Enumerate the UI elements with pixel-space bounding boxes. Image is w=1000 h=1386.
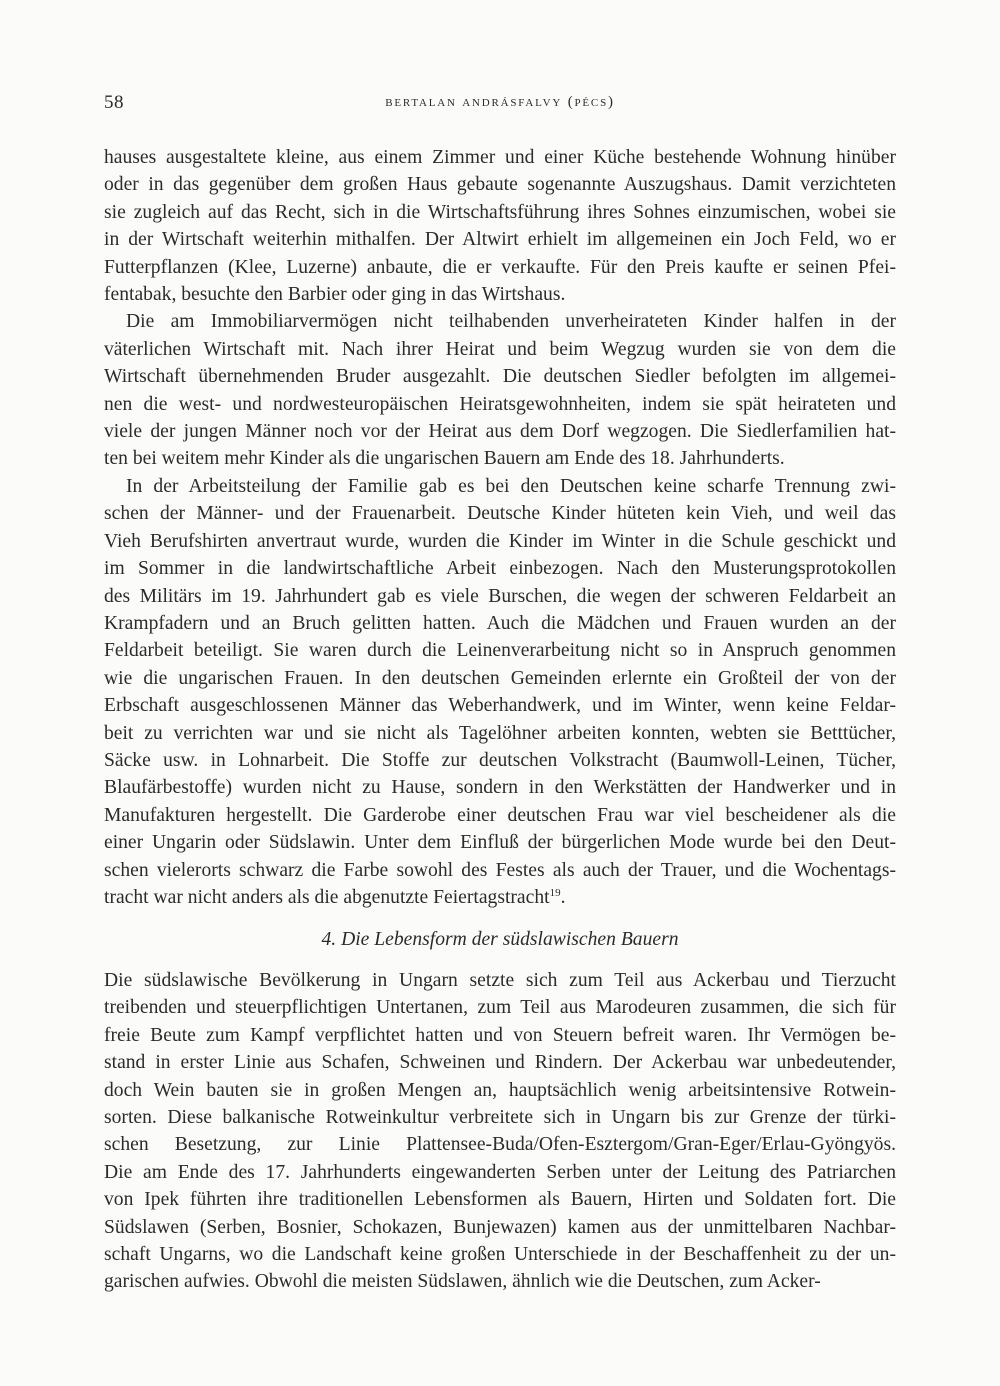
text-line: In der Arbeitsteilung der Familie gab es bei den Deutschen keine scharfe Trennung zwi- (126, 475, 896, 497)
text-line: Die am Immobiliarvermögen nicht teilhabenden unverheirateten Kinder halfen in der (126, 311, 896, 333)
text-line: ten bei weitem mehr Kinder als die ungarischen Bauern am Ende des 18. Jahrhunderts. (104, 448, 785, 470)
text-line: Die am Ende des 17. Jahrhunderts eingewanderten Serben unter der Leitung des Patriarchen (104, 1161, 896, 1183)
text-line: garischen aufwies. Obwohl die meisten Südslawen, ähnlich wie die Deutschen, zum Acker- (104, 1271, 821, 1293)
text-line: beit zu verrichten war und sie nicht als Tagelöhner arbeiten konnten, webten sie Betttücher, (104, 722, 896, 744)
text-line: Blaufärbestoffe) wurden nicht zu Hause, sondern in den Werkstätten der Handwerker und in (104, 777, 896, 799)
text-line: einer Ungarin oder Südslawin. Unter dem Einfluß der bürgerlichen Mode wurde bei den Deut- (104, 832, 896, 854)
text-line: im Sommer in die landwirtschaftliche Arbeit einbezogen. Nach den Musterungsprotokollen (104, 558, 896, 580)
text-line: tracht war nicht anders als die abgenutzte Feiertagstracht$^{19}$. (104, 886, 566, 908)
text-line: doch Wein bauten sie in großen Mengen an, hauptsächlich wenig arbeitsintensive Rotwein- (104, 1079, 896, 1101)
text-line: treibenden und steuerpflichtigen Untertanen, zum Teil aus Marodeuren zusammen, die sich für (104, 997, 896, 1019)
text-line: schen vielerorts schwarz die Farbe sowohl des Festes als auch der Trauer, und die Wochentags- (104, 859, 896, 881)
text-line: Krampfadern und an Bruch gelitten hatten. Auch die Mädchen und Frauen wurden an der (104, 612, 896, 634)
text-line: stand in erster Linie aus Schafen, Schweinen und Rindern. Der Ackerbau war unbedeutender, (104, 1052, 896, 1074)
text-line: Erbschaft ausgeschlossenen Männer das Weberhandwerk, und im Winter, wenn keine Feldar- (104, 695, 896, 717)
text-line: von Ipek führten ihre traditionellen Lebensformen als Bauern, Hirten und Soldaten fort. Die (104, 1189, 896, 1211)
text-line: sorten. Diese balkanische Rotweinkultur verbreitete sich in Ungarn bis zur Grenze der türki- (104, 1107, 896, 1129)
text-line: Wirtschaft übernehmenden Bruder ausgezahlt. Die deutschen Siedler befolgten im allgemei- (104, 366, 896, 388)
text-line: viele der jungen Männer noch vor der Heirat aus dem Dorf wegzogen. Die Siedlerfamilien hat- (104, 421, 896, 443)
text-line: in der Wirtschaft weiterhin mithalfen. Der Altwirt erhielt im allgemeinen ein Joch Feld, wo er (104, 229, 896, 251)
text-line: hauses ausgestaltete kleine, aus einem Zimmer und einer Küche bestehende Wohnung hinüber (104, 147, 896, 168)
text-line: Feldarbeit beteiligt. Sie waren durch die Leinenverarbeitung nicht so in Anspruch genommen (104, 640, 896, 662)
text-line: freie Beute zum Kampf verpflichtet hatten und von Steuern befreit waren. Ihr Vermögen be- (104, 1024, 896, 1046)
text-line: Futterpflanzen (Klee, Luzerne) anbaute, die er verkaufte. Für den Preis kaufte er seinen Pfei- (104, 256, 896, 278)
paragraph (104, 967, 896, 1296)
paragraph (104, 144, 896, 308)
section-body-text (104, 967, 896, 1296)
text-line: Die südslawische Bevölkerung in Ungarn setzte sich zum Teil aus Ackerbau und Tierzucht (104, 970, 896, 991)
text-line: fentabak, besuchte den Barbier oder ging in das Wirtshaus. (104, 284, 566, 306)
text-line: sie zugleich auf das Recht, sich in die Wirtschaftsführung ihres Sohnes einzumischen, wobei sie (104, 201, 896, 223)
text-line: Säcke usw. in Lohnarbeit. Die Stoffe zur deutschen Volkstracht (Baumwoll-Leinen, Tücher, (104, 749, 896, 771)
paragraph (104, 308, 896, 472)
section-heading: 4. Die Lebensform der südslawischen Bauern (321, 929, 679, 950)
text-line: oder in das gegenüber dem großen Haus gebaute sogenannte Auszugshaus. Damit verzichteten (104, 174, 896, 196)
text-line: schen der Männer- und der Frauenarbeit. Deutsche Kinder hüteten kein Vieh, und weil das (104, 503, 896, 525)
text-line: Südslawen (Serben, Bosnier, Schokazen, Bunjewazen) kamen aus der unmittelbaren Nachbar- (104, 1216, 896, 1238)
text-line: schaft Ungarns, wo die Landschaft keine großen Unterschiede in der Beschaffenheit zu der un- (104, 1244, 896, 1266)
sentence-end: . (560, 886, 566, 908)
text-line: Manufakturen hergestellt. Die Garderobe einer deutschen Frau war viel bescheidener als die (104, 804, 896, 826)
page-number: 58 (104, 92, 124, 113)
body-text (104, 144, 896, 911)
text-line: väterlichen Wirtschaft mit. Nach ihrer Heirat und beim Wegzug wurden sie von dem die (104, 338, 896, 360)
text-line: schen Besetzung, zur Linie Plattensee-Buda/Ofen-Esztergom/Gran-Eger/Erlau-Gyöngyös. (104, 1134, 896, 1156)
paragraph (104, 473, 896, 912)
text-line: wie die ungarischen Frauen. In den deutschen Gemeinden erlernte ein Großteil der von der (104, 667, 896, 689)
text-line: des Militärs im 19. Jahrhundert gab es viele Burschen, die wegen der schweren Feldarbeit an (104, 585, 896, 607)
text-line: nen die west- und nordwesteuropäischen Heiratsgewohnheiten, indem sie spät heirateten und (104, 393, 896, 415)
text-line: Vieh Berufshirten anvertraut wurde, wurden die Kinder im Winter in die Schule geschickt und (104, 530, 896, 552)
running-head: bertalan andrásfalvy (pécs) (385, 94, 615, 110)
footnote-reference[interactable]: 19 (549, 886, 561, 899)
